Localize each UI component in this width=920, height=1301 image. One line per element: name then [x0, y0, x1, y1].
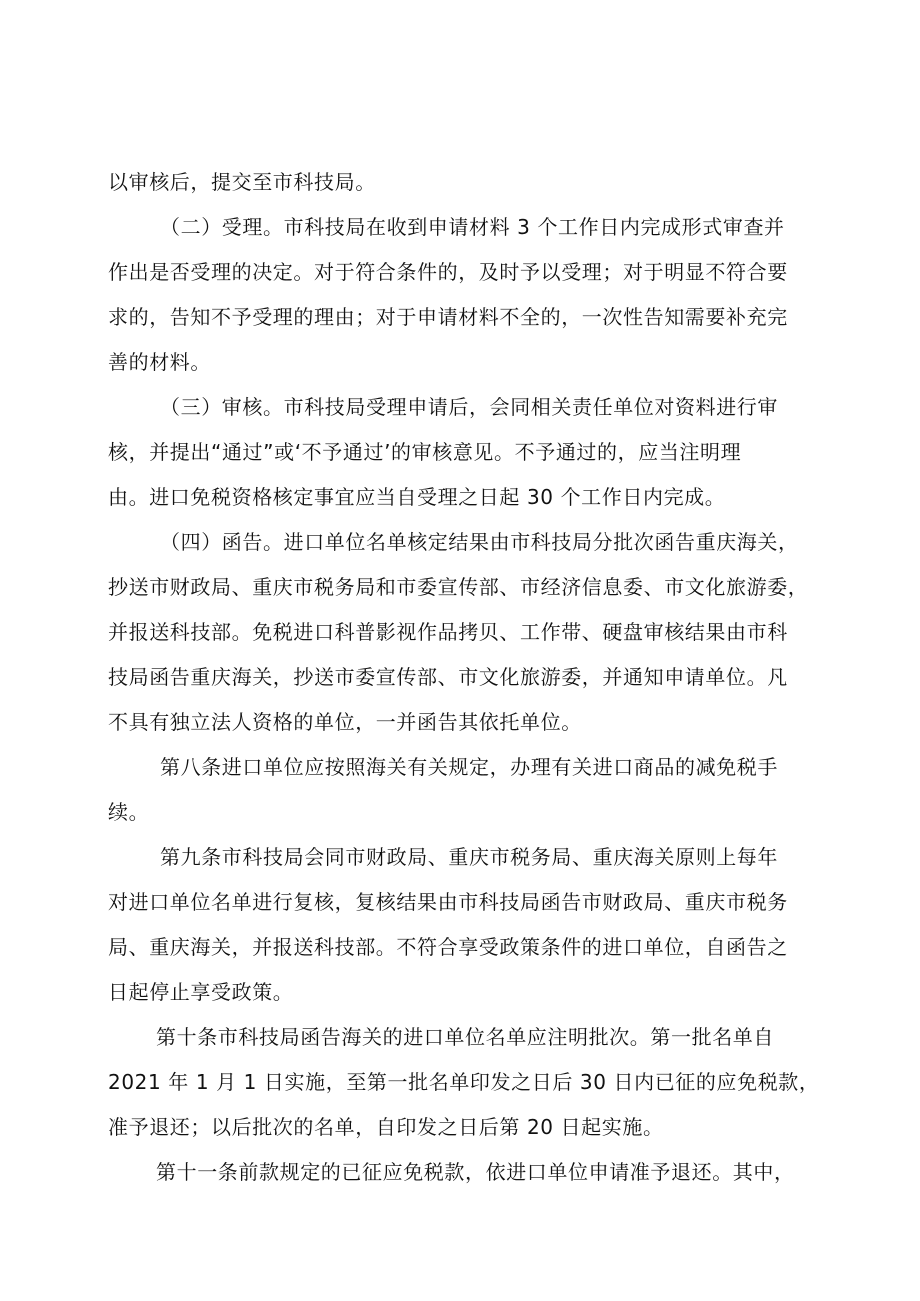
- paragraph-line: 以审核后，提交至市科技局。: [108, 170, 376, 194]
- paragraph-line: 第九条市科技局会同市财政局、重庆市税务局、重庆海关原则上每年: [160, 845, 778, 869]
- paragraph-line: 求的，告知不予受理的理由；对于申请材料不全的，一次性告知需要补充完: [108, 305, 788, 329]
- paragraph-line: 局、重庆海关，并报送科技部。不符合享受政策条件的进口单位，自函告之: [108, 935, 788, 959]
- paragraph-line: 日起停止享受政策。: [108, 980, 294, 1004]
- paragraph-line: 不具有独立法人资格的单位，一并函告其依托单位。: [108, 710, 582, 734]
- paragraph-line: 抄送市财政局、重庆市税务局和市委宣传部、市经济信息委、市文化旅游委，: [108, 575, 809, 599]
- paragraph-line: 核，并提出“通过”或‘不予通过’的审核意见。不予通过的，应当注明理: [108, 440, 742, 464]
- paragraph-line: 准予退还；以后批次的名单，自印发之日后第 20 日起实施。: [108, 1115, 664, 1139]
- paragraph-line: （三）审核。市科技局受理申请后，会同相关责任单位对资料进行审: [160, 395, 778, 419]
- paragraph-line: 善的材料。: [108, 350, 211, 374]
- paragraph-line: 第十一条前款规定的已征应免税款，依进口单位申请准予退还。其中，: [156, 1160, 795, 1184]
- paragraph-line: 作出是否受理的决定。对于符合条件的，及时予以受理；对于明显不符合要: [108, 260, 788, 284]
- paragraph-line: 对进口单位名单进行复核，复核结果由市科技局函告市财政局、重庆市税务: [108, 890, 788, 914]
- paragraph-line: 2021 年 1 月 1 日实施，至第一批名单印发之日后 30 日内已征的应免税款，: [108, 1070, 820, 1094]
- paragraph-line: 第八条进口单位应按照海关有关规定，办理有关进口商品的减免税手: [160, 755, 778, 779]
- paragraph-line: （四）函告。进口单位名单核定结果由市科技局分批次函告重庆海关，: [160, 530, 799, 554]
- paragraph-line: 续。: [108, 800, 150, 824]
- paragraph-line: 由。进口免税资格核定事宜应当自受理之日起 30 个工作日内完成。: [108, 485, 726, 509]
- paragraph-line: 技局函告重庆海关，抄送市委宣传部、市文化旅游委，并通知申请单位。凡: [108, 665, 788, 689]
- paragraph-line: 第十条市科技局函告海关的进口单位名单应注明批次。第一批名单自: [156, 1025, 774, 1049]
- paragraph-line: 并报送科技部。免税进口科普影视作品拷贝、工作带、硬盘审核结果由市科: [108, 620, 788, 644]
- paragraph-line: （二）受理。市科技局在收到申请材料 3 个工作日内完成形式审查并: [160, 215, 785, 239]
